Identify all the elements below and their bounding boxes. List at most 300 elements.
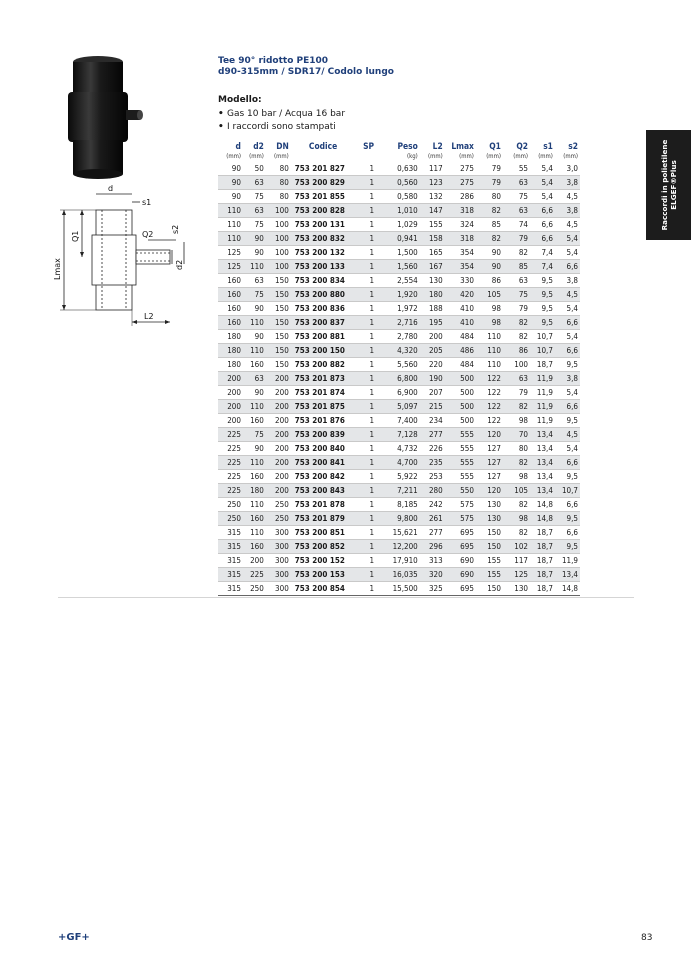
table-cell: 275 [445, 162, 476, 176]
table-cell: 575 [445, 498, 476, 512]
table-cell: 1 [357, 470, 376, 484]
table-cell: 14,8 [530, 512, 555, 526]
table-cell: 9,5 [530, 302, 555, 316]
table-cell: 150 [266, 302, 291, 316]
table-cell: 325 [420, 582, 445, 596]
table-cell: 2,554 [376, 274, 420, 288]
table-cell: 1,029 [376, 218, 420, 232]
table-cell: 200 [266, 414, 291, 428]
table-cell: 500 [445, 386, 476, 400]
drawing-label-s1: s1 [142, 198, 152, 207]
column-header: d [235, 141, 241, 151]
table-cell: 5,4 [530, 176, 555, 190]
table-cell: 15,621 [376, 526, 420, 540]
table-cell: 132 [420, 190, 445, 204]
table-row [218, 512, 580, 526]
table-cell: 12,200 [376, 540, 420, 554]
table-cell: 8,185 [376, 498, 420, 512]
table-cell: 160 [243, 540, 266, 554]
drawing-label-d: d [108, 184, 114, 193]
table-cell: 6,6 [555, 526, 580, 540]
table-cell: 90 [218, 176, 243, 190]
table-cell: 160 [243, 414, 266, 428]
gf-logo: +GF+ [58, 932, 90, 943]
table-cell: 160 [218, 302, 243, 316]
table-cell: 410 [445, 316, 476, 330]
table-cell: 330 [445, 274, 476, 288]
column-header: d2 [253, 141, 264, 151]
table-cell: 354 [445, 246, 476, 260]
table-cell: 234 [420, 414, 445, 428]
table-cell: 11,9 [530, 400, 555, 414]
column-header: s1 [543, 141, 553, 151]
table-cell: 11,9 [530, 386, 555, 400]
table-cell: 5,4 [555, 442, 580, 456]
table-cell: 500 [445, 372, 476, 386]
table-cell: 753 200 880 [291, 288, 358, 302]
table-cell: 90 [243, 442, 266, 456]
table-cell: 98 [503, 512, 530, 526]
spec-table [218, 140, 580, 596]
table-cell: 82 [503, 456, 530, 470]
table-cell: 86 [476, 274, 503, 288]
table-cell: 90 [243, 386, 266, 400]
table-cell: 110 [243, 456, 266, 470]
table-cell: 110 [243, 316, 266, 330]
table-cell: 695 [445, 540, 476, 554]
section-divider [58, 597, 634, 598]
unit-label: (mm) [563, 153, 578, 160]
table-cell: 122 [476, 372, 503, 386]
table-cell: 4,732 [376, 442, 420, 456]
table-cell: 200 [266, 386, 291, 400]
table-cell: 98 [476, 302, 503, 316]
table-cell: 1,920 [376, 288, 420, 302]
table-cell: 18,7 [530, 568, 555, 582]
table-cell: 130 [476, 498, 503, 512]
unit-label: (mm) [226, 153, 241, 160]
table-cell: 63 [243, 176, 266, 190]
table-cell: 79 [503, 302, 530, 316]
table-cell: 200 [266, 400, 291, 414]
table-cell: 150 [476, 526, 503, 540]
unit-label: (kg) [406, 153, 418, 160]
table-cell: 9,5 [555, 540, 580, 554]
table-cell: 205 [420, 344, 445, 358]
table-cell: 277 [420, 526, 445, 540]
table-cell: 5,4 [555, 232, 580, 246]
table-cell: 150 [476, 582, 503, 596]
table-cell: 4,5 [555, 288, 580, 302]
table-cell: 75 [503, 288, 530, 302]
column-header: Q2 [516, 141, 528, 151]
table-cell: 150 [476, 540, 503, 554]
table-cell: 117 [420, 162, 445, 176]
table-cell: 1 [357, 162, 376, 176]
table-cell: 315 [218, 540, 243, 554]
table-row [218, 288, 580, 302]
table-cell: 242 [420, 498, 445, 512]
table-cell: 180 [218, 344, 243, 358]
page-number: 83 [641, 933, 653, 943]
table-cell: 313 [420, 554, 445, 568]
table-cell: 200 [243, 554, 266, 568]
table-cell: 1 [357, 400, 376, 414]
table-cell: 1 [357, 456, 376, 470]
unit-label: (mm) [427, 153, 443, 160]
table-cell: 9,5 [555, 414, 580, 428]
table-row [218, 400, 580, 414]
table-cell: 155 [476, 554, 503, 568]
drawing-label-l2: L2 [144, 312, 154, 321]
table-row [218, 554, 580, 568]
table-cell: 105 [503, 484, 530, 498]
table-cell: 1 [357, 386, 376, 400]
table-cell: 127 [476, 470, 503, 484]
table-cell: 75 [243, 288, 266, 302]
table-row [218, 456, 580, 470]
table-cell: 3,0 [555, 162, 580, 176]
table-unit-row [218, 152, 580, 162]
table-cell: 6,6 [555, 400, 580, 414]
table-cell: 122 [476, 414, 503, 428]
table-cell: 315 [218, 554, 243, 568]
table-cell: 753 200 842 [291, 470, 358, 484]
table-cell: 1 [357, 428, 376, 442]
table-cell: 90 [218, 190, 243, 204]
table-cell: 100 [266, 204, 291, 218]
table-cell: 300 [266, 582, 291, 596]
table-cell: 695 [445, 582, 476, 596]
table-row [218, 316, 580, 330]
table-cell: 225 [218, 484, 243, 498]
column-header: L2 [432, 141, 443, 151]
table-cell: 225 [218, 470, 243, 484]
table-cell: 63 [503, 372, 530, 386]
table-cell: 5,4 [530, 162, 555, 176]
table-cell: 1 [357, 274, 376, 288]
drawing-label-q2: Q2 [142, 230, 154, 239]
table-cell: 7,4 [530, 246, 555, 260]
bullet-dot-icon: • [218, 109, 224, 119]
column-header: Q1 [489, 141, 501, 151]
table-cell: 1 [357, 232, 376, 246]
table-cell: 110 [218, 232, 243, 246]
table-cell: 3,8 [555, 204, 580, 218]
model-bullet-item [218, 108, 345, 121]
table-cell: 127 [476, 456, 503, 470]
table-cell: 1 [357, 288, 376, 302]
table-cell: 85 [503, 260, 530, 274]
table-cell: 110 [476, 344, 503, 358]
model-bullet-list [218, 108, 345, 134]
table-cell: 10,7 [555, 484, 580, 498]
table-cell: 79 [476, 162, 503, 176]
table-cell: 123 [420, 176, 445, 190]
table-row [218, 372, 580, 386]
category-side-tab-line2: ELGEF®Plus [668, 160, 678, 210]
table-cell: 200 [266, 428, 291, 442]
table-cell: 190 [420, 372, 445, 386]
table-cell: 110 [243, 400, 266, 414]
table-cell: 753 201 879 [291, 512, 358, 526]
table-cell: 555 [445, 470, 476, 484]
table-cell: 200 [218, 414, 243, 428]
table-cell: 9,5 [530, 274, 555, 288]
table-cell: 5,922 [376, 470, 420, 484]
table-cell: 1 [357, 330, 376, 344]
table-cell: 82 [476, 232, 503, 246]
table-cell: 6,6 [555, 260, 580, 274]
table-cell: 1 [357, 344, 376, 358]
table-cell: 150 [266, 316, 291, 330]
unit-label: (mm) [538, 153, 553, 160]
table-cell: 1 [357, 540, 376, 554]
table-cell: 14,8 [555, 582, 580, 596]
table-cell: 1 [357, 554, 376, 568]
table-cell: 277 [420, 428, 445, 442]
table-cell: 220 [420, 358, 445, 372]
table-cell: 753 200 852 [291, 540, 358, 554]
table-row [218, 540, 580, 554]
table-cell: 753 200 832 [291, 232, 358, 246]
table-cell: 70 [503, 428, 530, 442]
table-cell: 200 [266, 372, 291, 386]
table-row [218, 162, 580, 176]
table-cell: 10,7 [530, 330, 555, 344]
table-cell: 50 [243, 162, 266, 176]
table-cell: 1 [357, 260, 376, 274]
table-cell: 90 [476, 260, 503, 274]
table-cell: 150 [266, 358, 291, 372]
table-cell: 555 [445, 428, 476, 442]
table-cell: 315 [218, 526, 243, 540]
table-cell: 18,7 [530, 582, 555, 596]
table-cell: 753 200 152 [291, 554, 358, 568]
table-cell: 753 200 132 [291, 246, 358, 260]
technical-drawing [44, 180, 220, 330]
product-photo [58, 52, 144, 182]
table-cell: 150 [266, 288, 291, 302]
table-cell: 110 [243, 344, 266, 358]
table-cell: 484 [445, 330, 476, 344]
table-cell: 90 [243, 246, 266, 260]
column-header: Lmax [451, 141, 474, 151]
table-cell: 753 201 874 [291, 386, 358, 400]
table-cell: 13,4 [530, 442, 555, 456]
table-cell: 500 [445, 400, 476, 414]
table-cell: 1 [357, 582, 376, 596]
table-cell: 215 [420, 400, 445, 414]
table-cell: 354 [445, 260, 476, 274]
table-cell: 160 [218, 288, 243, 302]
model-bullet-item [218, 121, 345, 134]
table-cell: 484 [445, 358, 476, 372]
table-cell: 225 [218, 456, 243, 470]
table-cell: 120 [476, 484, 503, 498]
table-cell: 500 [445, 414, 476, 428]
table-cell: 753 200 150 [291, 344, 358, 358]
table-cell: 324 [445, 218, 476, 232]
table-cell: 753 200 851 [291, 526, 358, 540]
table-cell: 110 [476, 330, 503, 344]
table-cell: 1,010 [376, 204, 420, 218]
table-cell: 5,4 [555, 330, 580, 344]
table-cell: 315 [218, 582, 243, 596]
table-cell: 13,4 [530, 470, 555, 484]
table-cell: 188 [420, 302, 445, 316]
table-cell: 753 200 131 [291, 218, 358, 232]
table-row [218, 428, 580, 442]
table-cell: 690 [445, 554, 476, 568]
table-cell: 4,5 [555, 190, 580, 204]
table-row [218, 176, 580, 190]
table-cell: 7,4 [530, 260, 555, 274]
table-cell: 753 200 836 [291, 302, 358, 316]
table-row [218, 582, 580, 596]
table-cell: 1,560 [376, 260, 420, 274]
table-cell: 180 [218, 358, 243, 372]
table-row [218, 470, 580, 484]
table-cell: 90 [243, 330, 266, 344]
table-cell: 9,5 [530, 316, 555, 330]
table-cell: 1 [357, 512, 376, 526]
table-cell: 1 [357, 246, 376, 260]
table-cell: 300 [266, 568, 291, 582]
drawing-label-s2: s2 [171, 224, 180, 234]
table-cell: 13,4 [530, 484, 555, 498]
table-cell: 80 [266, 162, 291, 176]
table-cell: 63 [243, 204, 266, 218]
unit-label: (mm) [486, 153, 501, 160]
table-cell: 753 200 837 [291, 316, 358, 330]
table-cell: 75 [243, 218, 266, 232]
table-cell: 753 201 827 [291, 162, 358, 176]
table-cell: 110 [218, 218, 243, 232]
table-cell: 1,972 [376, 302, 420, 316]
table-cell: 130 [503, 582, 530, 596]
table-cell: 150 [266, 344, 291, 358]
table-cell: 753 200 834 [291, 274, 358, 288]
table-cell: 753 200 133 [291, 260, 358, 274]
table-cell: 318 [445, 204, 476, 218]
table-cell: 90 [243, 302, 266, 316]
unit-label: (mm) [274, 153, 289, 160]
table-cell: 13,4 [555, 568, 580, 582]
table-cell: 147 [420, 204, 445, 218]
table-cell: 225 [218, 442, 243, 456]
table-row [218, 330, 580, 344]
table-cell: 82 [503, 246, 530, 260]
table-cell: 63 [243, 372, 266, 386]
table-cell: 90 [243, 232, 266, 246]
table-cell: 5,4 [555, 246, 580, 260]
table-cell: 200 [218, 386, 243, 400]
table-cell: 4,700 [376, 456, 420, 470]
table-cell: 3,8 [555, 176, 580, 190]
table-cell: 75 [243, 428, 266, 442]
table-cell: 0,580 [376, 190, 420, 204]
table-cell: 753 200 828 [291, 204, 358, 218]
table-cell: 150 [266, 274, 291, 288]
table-cell: 100 [266, 232, 291, 246]
table-cell: 110 [243, 526, 266, 540]
table-cell: 9,5 [555, 358, 580, 372]
table-cell: 1 [357, 484, 376, 498]
table-cell: 63 [503, 204, 530, 218]
table-cell: 0,560 [376, 176, 420, 190]
table-row [218, 218, 580, 232]
unit-label: (mm) [513, 153, 528, 160]
table-cell: 753 201 873 [291, 372, 358, 386]
table-cell: 1 [357, 568, 376, 582]
table-row [218, 568, 580, 582]
table-cell: 550 [445, 484, 476, 498]
table-cell: 753 200 153 [291, 568, 358, 582]
table-cell: 100 [266, 246, 291, 260]
table-cell: 286 [445, 190, 476, 204]
table-cell: 226 [420, 442, 445, 456]
table-cell: 180 [218, 330, 243, 344]
table-row [218, 442, 580, 456]
table-cell: 318 [445, 232, 476, 246]
table-cell: 75 [503, 190, 530, 204]
table-cell: 130 [420, 274, 445, 288]
table-row [218, 414, 580, 428]
table-cell: 555 [445, 442, 476, 456]
table-row [218, 386, 580, 400]
table-cell: 280 [420, 484, 445, 498]
table-cell: 16,035 [376, 568, 420, 582]
table-cell: 753 200 882 [291, 358, 358, 372]
table-cell: 1 [357, 498, 376, 512]
table-cell: 3,8 [555, 372, 580, 386]
table-cell: 127 [476, 442, 503, 456]
table-cell: 90 [218, 162, 243, 176]
table-cell: 79 [503, 386, 530, 400]
table-cell: 200 [420, 330, 445, 344]
table-cell: 167 [420, 260, 445, 274]
column-header: s2 [568, 141, 578, 151]
table-cell: 125 [218, 260, 243, 274]
table-cell: 17,910 [376, 554, 420, 568]
table-cell: 18,7 [530, 358, 555, 372]
table-row [218, 344, 580, 358]
table-cell: 300 [266, 540, 291, 554]
table-cell: 102 [503, 540, 530, 554]
table-cell: 80 [266, 190, 291, 204]
table-cell: 63 [503, 176, 530, 190]
table-cell: 4,5 [555, 428, 580, 442]
table-cell: 5,4 [530, 190, 555, 204]
table-cell: 200 [218, 400, 243, 414]
table-cell: 486 [445, 344, 476, 358]
table-cell: 753 200 839 [291, 428, 358, 442]
table-cell: 253 [420, 470, 445, 484]
table-cell: 410 [445, 302, 476, 316]
table-cell: 200 [266, 470, 291, 484]
table-cell: 110 [218, 204, 243, 218]
bullet-dot-icon: • [218, 122, 224, 132]
table-cell: 235 [420, 456, 445, 470]
table-cell: 75 [243, 190, 266, 204]
table-cell: 160 [243, 470, 266, 484]
table-cell: 1 [357, 204, 376, 218]
table-cell: 117 [503, 554, 530, 568]
column-header: DN [276, 141, 289, 151]
table-cell: 690 [445, 568, 476, 582]
model-bullet-text: Gas 10 bar / Acqua 16 bar [227, 109, 346, 119]
